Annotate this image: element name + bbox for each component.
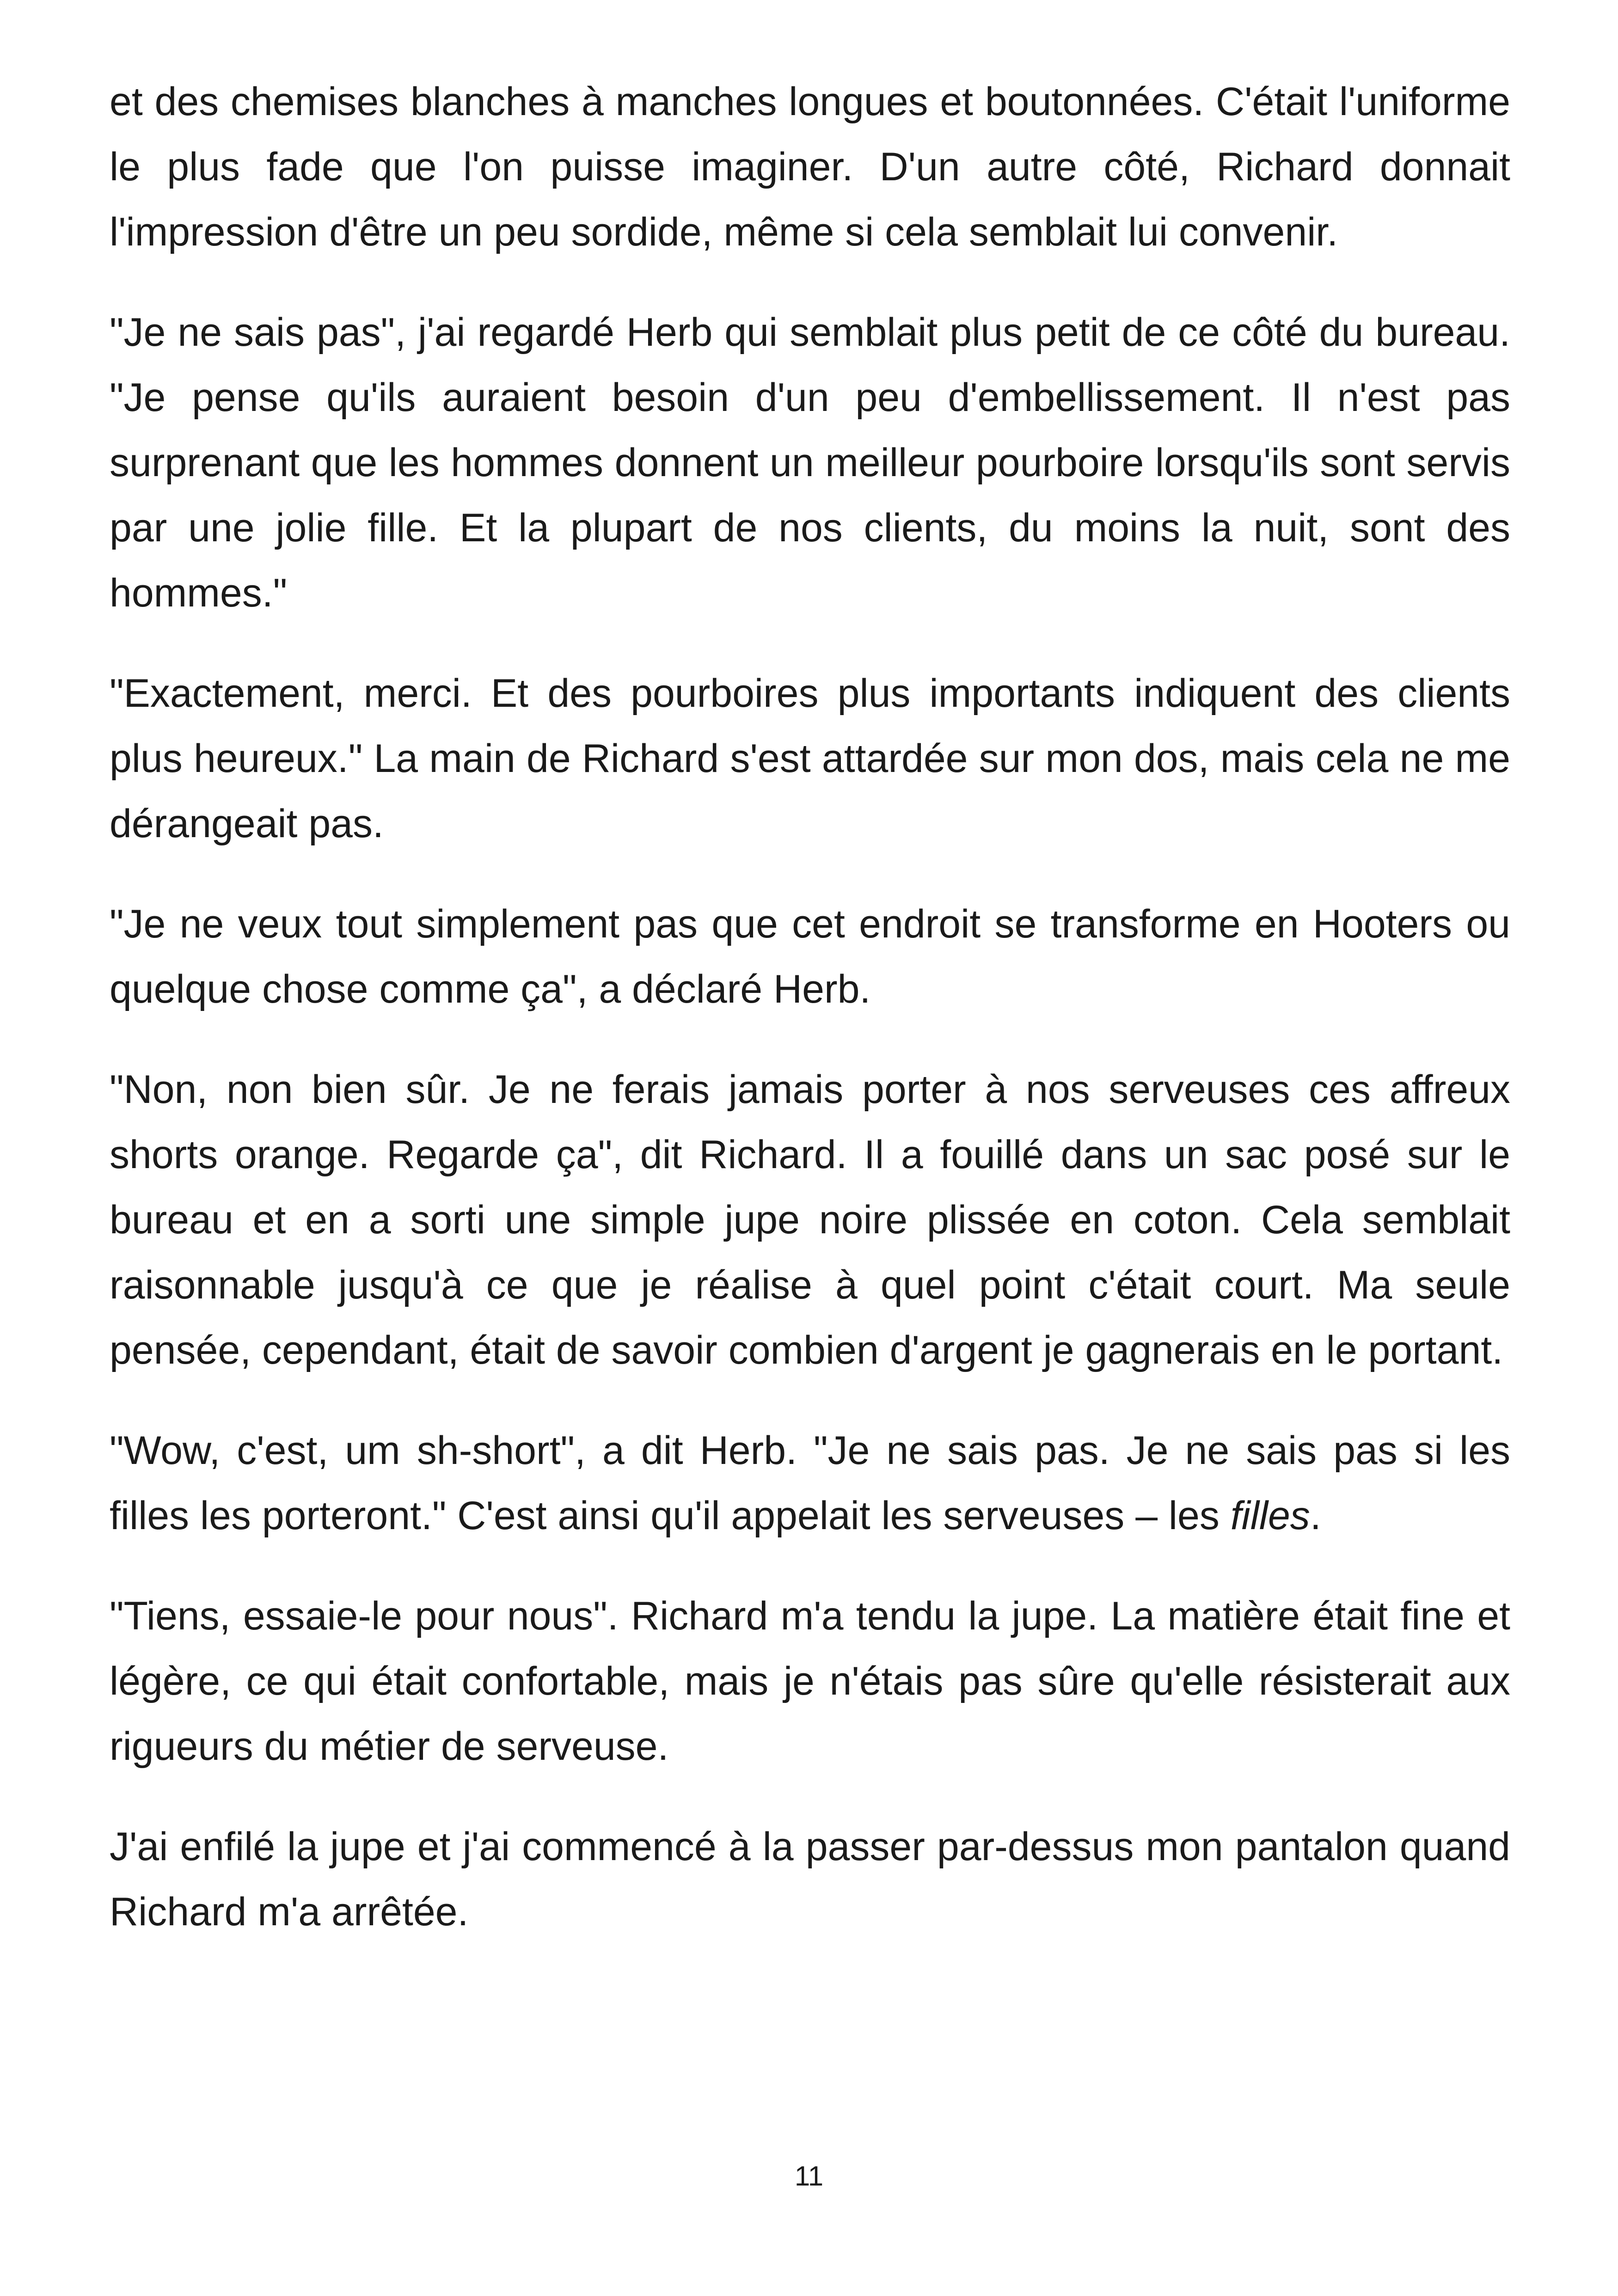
paragraph-6-text: "Wow, c'est, um sh-short", a dit Herb. "Je ne sais pas. Je ne sais pas si les filles les porteront." C'est ainsi qu'il appelait les serveuses – les [110, 1428, 1510, 1538]
paragraph-4: "Je ne veux tout simplement pas que cet endroit se transforme en Hooters ou quelque chose comme ça", a déclaré Herb. [110, 902, 1510, 1011]
paragraph-6-end: . [1310, 1494, 1321, 1538]
paragraph-3: "Exactement, merci. Et des pourboires plus importants indiquent des clients plus heureux." La main de Richard s'est attardée sur mon dos, mais cela ne me dérangeait pas. [110, 671, 1510, 846]
paragraph-8: J'ai enfilé la jupe et j'ai commencé à la passer par-dessus mon pantalon quand Richard m'a arrêtée. [110, 1825, 1510, 1934]
body-text [110, 69, 1510, 1945]
paragraph-5: "Non, non bien sûr. Je ne ferais jamais porter à nos serveuses ces affreux shorts orange. Regarde ça", dit Richard. Il a fouillé dans un sac posé sur le bureau et en a sorti une simple jupe noire plissée en coton. Cela semblait raisonnable jusqu'à ce que je réalise à quel point c'était court. Ma seule pensée, cependant, était de savoir combien d'argent je gagnerais en le portant. [110, 1067, 1510, 1372]
paragraph-6-italic-word: filles [1230, 1494, 1310, 1538]
page-number: 11 [794, 2161, 824, 2192]
paragraph-2: "Je ne sais pas", j'ai regardé Herb qui semblait plus petit de ce côté du bureau. "Je pense qu'ils auraient besoin d'un peu d'embellissement. Il n'est pas surprenant que les hommes donnent un meilleur pourboire lorsqu'ils sont servis par une jolie fille. Et la plupart de nos clients, du moins la nuit, sont des hommes." [110, 310, 1510, 615]
paragraph-6 [110, 1418, 1510, 1549]
paragraph-7: "Tiens, essaie-le pour nous". Richard m'a tendu la jupe. La matière était fine et légère, ce qui était confortable, mais je n'étais pas sûre qu'elle résisterait aux rigueurs du métier de serveuse. [110, 1594, 1510, 1769]
paragraph-1: et des chemises blanches à manches longues et boutonnées. C'était l'uniforme le plus fade que l'on puisse imaginer. D'un autre côté, Richard donnait l'impression d'être un peu sordide, même si cela semblait lui convenir. [110, 80, 1510, 254]
